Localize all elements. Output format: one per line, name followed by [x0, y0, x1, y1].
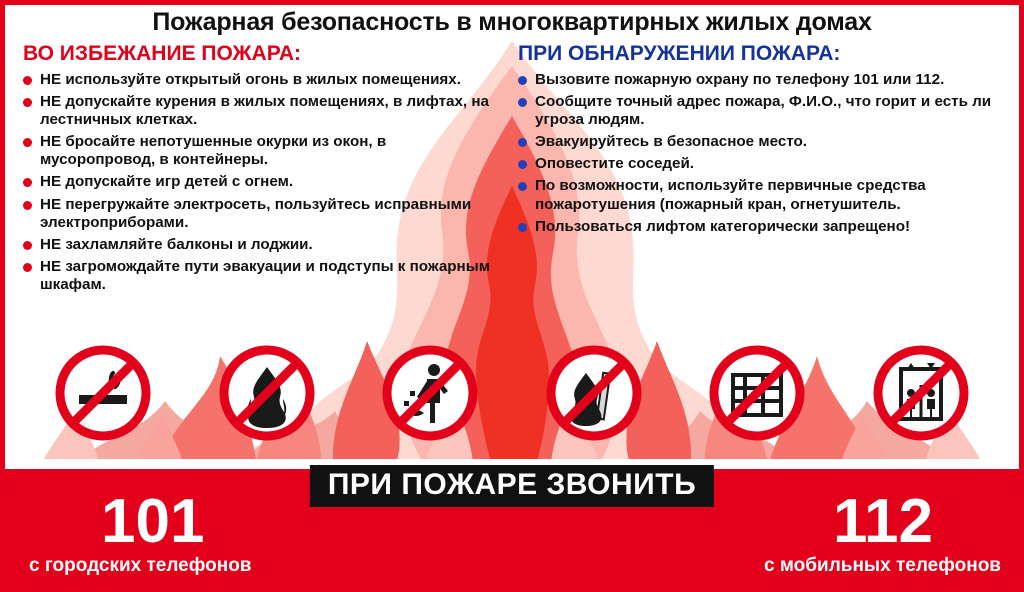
list-item: Эвакуируйтесь в безопасное место.	[518, 133, 1001, 151]
list-item: НЕ бросайте непотушенные окурки из окон, в мусоропровод, в контейнеры.	[23, 133, 498, 169]
list-item: Сообщите точный адрес пожара, Ф.И.О., что горит и есть ли угроза людям.	[518, 93, 1001, 129]
list-item: Пользоваться лифтом категорически запрещено!	[518, 218, 1001, 236]
emergency-footer	[5, 469, 1019, 587]
no-matches-sign	[544, 343, 644, 443]
list-item: По возможности, используйте первичные средства пожаротушения (пожарный кран, огнетушитель.	[518, 177, 1001, 213]
column-prevention-heading: ВО ИЗБЕЖАНИЕ ПОЖАРА:	[23, 42, 302, 65]
column-prevention	[23, 43, 512, 298]
no-storage-clutter-sign	[707, 343, 807, 443]
no-littering-sign	[380, 343, 480, 443]
list-item: НЕ захламляйте балконы и лоджии.	[23, 236, 498, 254]
mobile-label: с мобильных телефонов	[764, 555, 1001, 576]
list-item: НЕ допускайте игр детей с огнем.	[23, 173, 498, 191]
prohibition-sign-row	[5, 343, 1019, 443]
emergency-number-mobile: 112	[832, 487, 933, 556]
call-banner: ПРИ ПОЖАРЕ ЗВОНИТЬ	[310, 465, 714, 507]
list-item: НЕ перегружайте электросеть, пользуйтесь исправными электроприборами.	[23, 196, 498, 232]
column-actions	[512, 43, 1001, 298]
content-columns	[5, 43, 1019, 298]
list-item: Оповестите соседей.	[518, 155, 1001, 173]
no-open-flame-sign	[217, 343, 317, 443]
page-title: Пожарная безопасность в многоквартирных жилых домах	[152, 8, 872, 36]
list-item: НЕ используйте открытый огонь в жилых помещениях.	[23, 71, 498, 89]
no-smoking-sign	[53, 343, 153, 443]
emergency-number-landline: 101	[101, 487, 205, 556]
column-actions-heading: ПРИ ОБНАРУЖЕНИИ ПОЖАРА:	[518, 42, 841, 65]
prevention-list	[23, 71, 498, 294]
no-elevator-sign	[871, 343, 971, 443]
list-item: НЕ допускайте курения в жилых помещениях, в лифтах, на лестничных клетках.	[23, 93, 498, 129]
landline-label: с городских телефонов	[29, 555, 252, 576]
actions-list	[518, 71, 1001, 236]
list-item: НЕ загромождайте пути эвакуации и подступы к пожарным шкафам.	[23, 258, 498, 294]
list-item: Вызовите пожарную охрану по телефону 101 или 112.	[518, 71, 1001, 89]
